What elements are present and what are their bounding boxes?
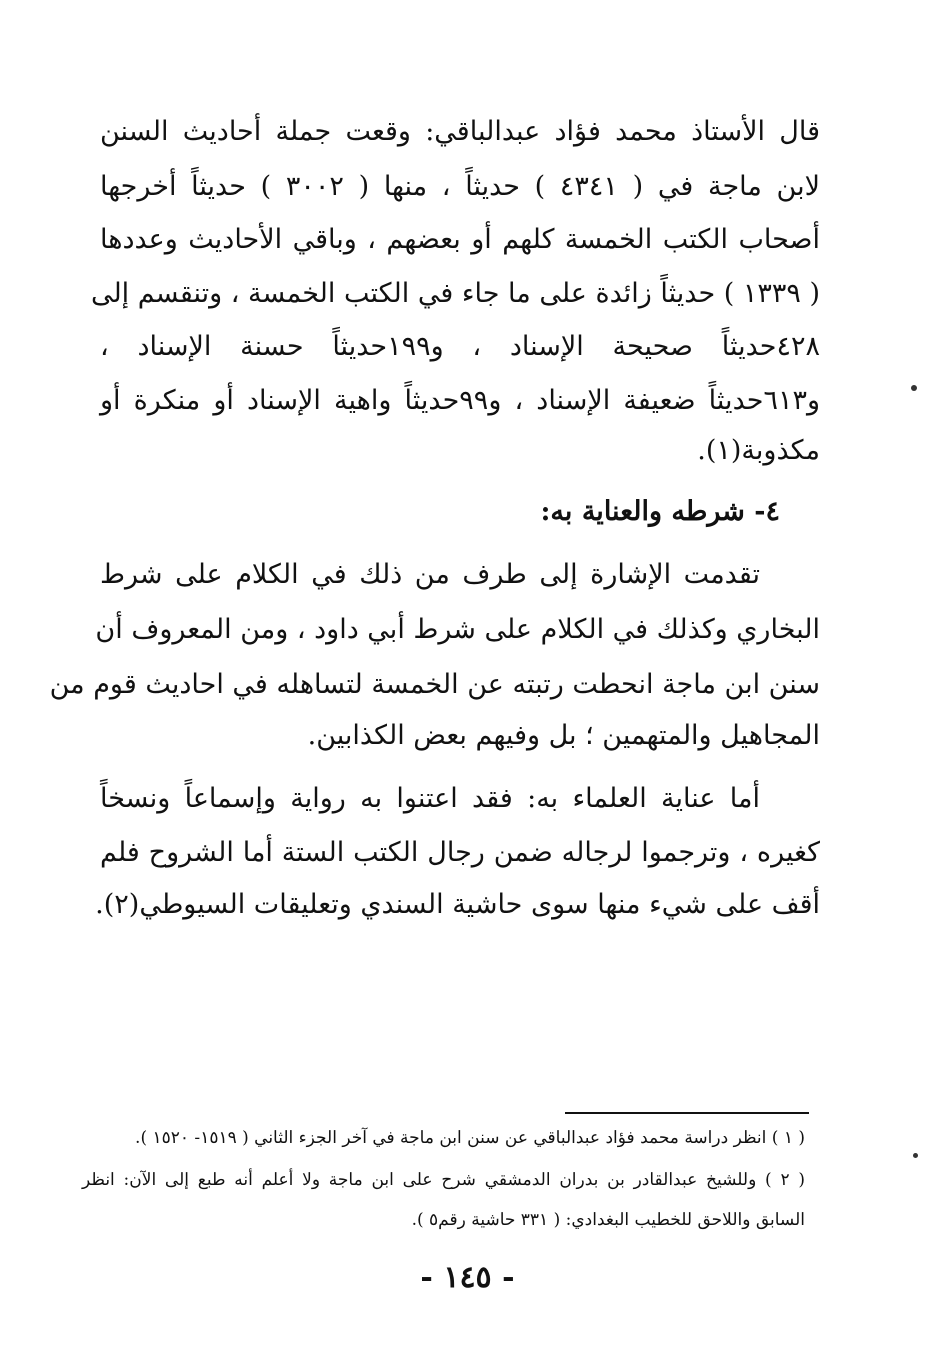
paragraph-3-line-1: أما عناية العلماء به: فقد اعتنوا به رواية وإسماعاً ونسخاً <box>100 783 760 814</box>
paragraph-1-line-6: و٦١٣حديثاً ضعيفة الإسناد ، و٩٩حديثاً واهية الإسناد أو منكرة أو <box>100 385 820 416</box>
paragraph-1-line-4: ( ١٣٣٩ ) حديثاً زائدة على ما جاء في الكتب الخمسة ، وتنقسم إلى <box>90 278 820 309</box>
paragraph-1-line-3: أصحاب الكتب الخمسة كلهم أو بعضهم ، وباقي الأحاديث وعددها <box>100 224 820 255</box>
paragraph-2-line-3: سنن ابن ماجة انحطت رتبته عن الخمسة لتساهله في احاديث قوم من <box>49 669 820 700</box>
scan-speck <box>913 1153 918 1158</box>
footnote-1: ( ١ ) انظر دراسة محمد فؤاد عبدالباقي عن سنن ابن ماجة في آخر الجزء الثاني ( ١٥١٩- ١٥٢٠ ). <box>135 1128 805 1148</box>
paragraph-2-line-1: تقدمت الإشارة إلى طرف من ذلك في الكلام على شرط <box>100 559 760 590</box>
footnote-separator <box>565 1112 809 1114</box>
paragraph-1-line-1: قال الأستاذ محمد فؤاد عبدالباقي: وقعت جملة أحاديث السنن <box>100 116 820 147</box>
paragraph-2-line-2: البخاري وكذلك في الكلام على شرط أبي داود ، ومن المعروف أن <box>95 614 820 645</box>
paragraph-1-line-5: ٤٢٨حديثاً صحيحة الإسناد ، و١٩٩حديثاً حسنة الإسناد ، <box>100 331 820 362</box>
footnote-2-line-1: ( ٢ ) وللشيخ عبدالقادر بن بدران الدمشقي شرح على ابن ماجة ولا أعلم أنه طبع إلى الآن: انظر <box>82 1170 805 1190</box>
scan-speck <box>911 385 917 391</box>
footnote-2-line-2: السابق واللاحق للخطيب البغدادي: ( ٣٣١ حاشية رقم٥ ). <box>411 1210 805 1230</box>
page-number: - ١٤٥ - <box>420 1260 515 1295</box>
paragraph-2-line-4: المجاهيل والمتهمين ؛ بل وفيهم بعض الكذابين. <box>307 720 820 751</box>
paragraph-1-line-7: مكذوبة(١). <box>697 435 820 466</box>
paragraph-1-line-2: لابن ماجة في ( ٤٣٤١ ) حديثاً ، منها ( ٣٠٠٢ ) حديثاً أخرجها <box>100 171 820 202</box>
section-heading: ٤- شرطه والعناية به: <box>540 496 780 527</box>
paragraph-3-line-2: كغيره ، وترجموا لرجاله ضمن رجال الكتب الستة أما الشروح فلم <box>100 837 820 868</box>
paragraph-3-line-3: أقف على شيء منها سوى حاشية السندي وتعليقات السيوطي(٢). <box>95 889 820 920</box>
